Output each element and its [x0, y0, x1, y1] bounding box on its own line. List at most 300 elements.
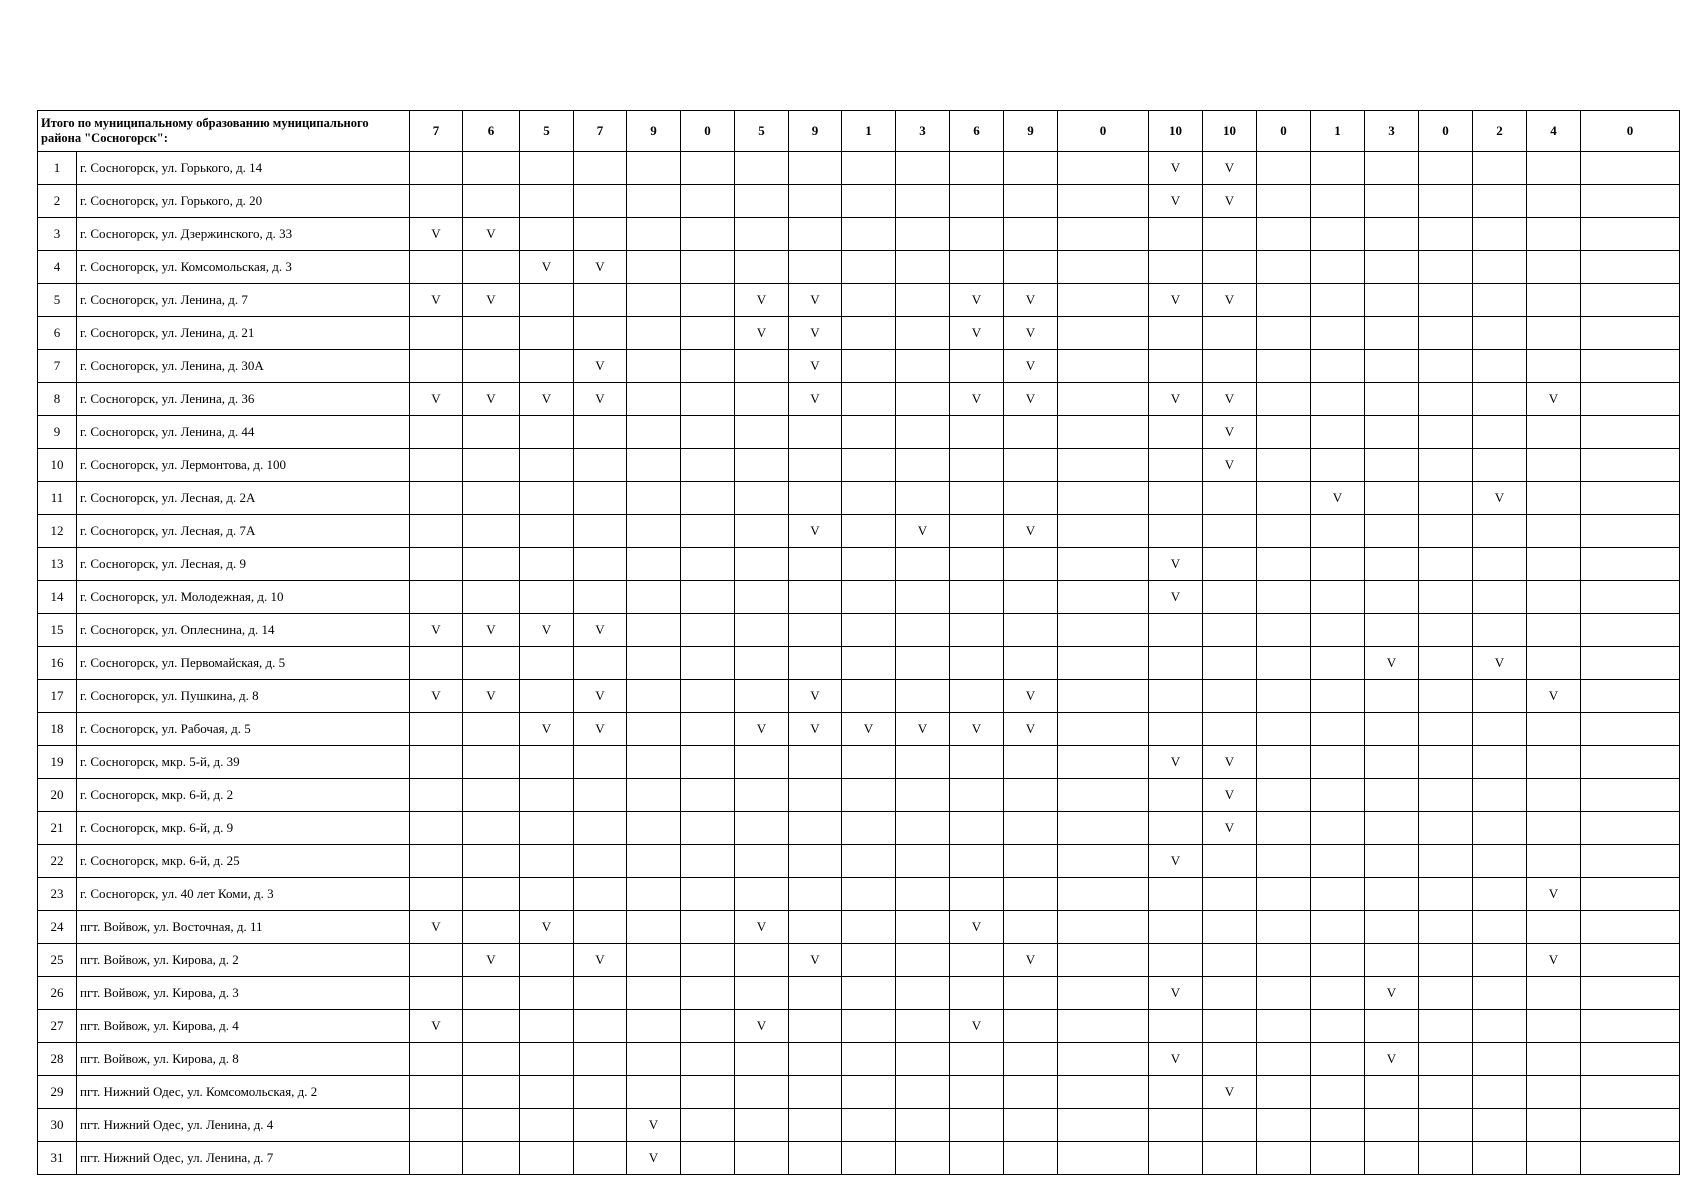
mark-cell — [1581, 251, 1680, 284]
mark-cell — [1527, 482, 1581, 515]
check-mark: V — [410, 284, 463, 317]
mark-cell — [896, 1076, 950, 1109]
mark-cell — [410, 746, 463, 779]
table-row — [38, 548, 1680, 581]
check-mark: V — [1203, 746, 1257, 779]
mark-cell — [1581, 185, 1680, 218]
mark-cell — [1365, 1142, 1419, 1175]
mark-cell — [1149, 482, 1203, 515]
mark-cell — [950, 152, 1004, 185]
mark-cell — [1149, 416, 1203, 449]
mark-cell — [1527, 977, 1581, 1010]
row-address: г. Сосногорск, ул. Первомайская, д. 5 — [77, 647, 410, 680]
mark-cell — [1203, 680, 1257, 713]
mark-cell — [1365, 284, 1419, 317]
mark-cell — [463, 251, 520, 284]
mark-cell — [1419, 812, 1473, 845]
mark-cell — [1004, 152, 1058, 185]
total-value-col-22: 0 — [1581, 111, 1680, 152]
total-value-col-10: 3 — [896, 111, 950, 152]
mark-cell — [735, 878, 789, 911]
mark-cell — [1419, 1076, 1473, 1109]
mark-cell — [842, 977, 896, 1010]
mark-cell — [1365, 746, 1419, 779]
mark-cell — [627, 1076, 681, 1109]
mark-cell — [627, 812, 681, 845]
mark-cell — [681, 1109, 735, 1142]
mark-cell — [681, 416, 735, 449]
check-mark: V — [1203, 383, 1257, 416]
mark-cell — [1365, 185, 1419, 218]
mark-cell — [520, 1109, 574, 1142]
mark-cell — [681, 449, 735, 482]
mark-cell — [789, 779, 842, 812]
mark-cell — [1473, 284, 1527, 317]
mark-cell — [1365, 317, 1419, 350]
check-mark: V — [410, 614, 463, 647]
mark-cell — [1311, 284, 1365, 317]
mark-cell — [842, 416, 896, 449]
mark-cell — [789, 251, 842, 284]
mark-cell — [1527, 350, 1581, 383]
mark-cell — [681, 350, 735, 383]
table-row — [38, 317, 1680, 350]
mark-cell — [1473, 911, 1527, 944]
mark-cell — [1527, 746, 1581, 779]
mark-cell — [950, 680, 1004, 713]
mark-cell — [1058, 1109, 1149, 1142]
mark-cell — [1365, 878, 1419, 911]
table-row — [38, 185, 1680, 218]
mark-cell — [1527, 1142, 1581, 1175]
check-mark: V — [789, 350, 842, 383]
check-mark: V — [574, 251, 627, 284]
table-row — [38, 1010, 1680, 1043]
total-value-col-8: 9 — [789, 111, 842, 152]
row-number: 10 — [38, 449, 77, 482]
row-address: г. Сосногорск, ул. Ленина, д. 44 — [77, 416, 410, 449]
mark-cell — [1058, 218, 1149, 251]
mark-cell — [463, 713, 520, 746]
mark-cell — [842, 1010, 896, 1043]
mark-cell — [1419, 581, 1473, 614]
total-value-col-14: 10 — [1149, 111, 1203, 152]
mark-cell — [842, 911, 896, 944]
row-address: г. Сосногорск, мкр. 6-й, д. 9 — [77, 812, 410, 845]
mark-cell — [1365, 1076, 1419, 1109]
mark-cell — [1149, 218, 1203, 251]
mark-cell — [1527, 185, 1581, 218]
mark-cell — [681, 779, 735, 812]
mark-cell — [1311, 317, 1365, 350]
mark-cell — [463, 779, 520, 812]
total-value-col-16: 0 — [1257, 111, 1311, 152]
mark-cell — [896, 317, 950, 350]
check-mark: V — [896, 713, 950, 746]
mark-cell — [520, 449, 574, 482]
mark-cell — [1473, 317, 1527, 350]
mark-cell — [735, 1076, 789, 1109]
mark-cell — [410, 581, 463, 614]
mark-cell — [1058, 614, 1149, 647]
mark-cell — [1419, 977, 1473, 1010]
check-mark: V — [1203, 152, 1257, 185]
mark-cell — [463, 878, 520, 911]
table-row — [38, 515, 1680, 548]
mark-cell — [735, 944, 789, 977]
mark-cell — [520, 548, 574, 581]
check-mark: V — [1365, 647, 1419, 680]
row-number: 7 — [38, 350, 77, 383]
mark-cell — [410, 482, 463, 515]
mark-cell — [574, 779, 627, 812]
mark-cell — [520, 152, 574, 185]
mark-cell — [520, 317, 574, 350]
mark-cell — [789, 548, 842, 581]
mark-cell — [950, 218, 1004, 251]
mark-cell — [842, 845, 896, 878]
mark-cell — [1419, 779, 1473, 812]
mark-cell — [1365, 218, 1419, 251]
mark-cell — [896, 614, 950, 647]
mark-cell — [520, 284, 574, 317]
mark-cell — [1257, 1043, 1311, 1076]
mark-cell — [950, 251, 1004, 284]
total-value-col-15: 10 — [1203, 111, 1257, 152]
mark-cell — [1419, 1109, 1473, 1142]
mark-cell — [1149, 350, 1203, 383]
mark-cell — [681, 1142, 735, 1175]
mark-cell — [1058, 251, 1149, 284]
mark-cell — [463, 449, 520, 482]
mark-cell — [1311, 812, 1365, 845]
mark-cell — [574, 812, 627, 845]
check-mark: V — [1149, 746, 1203, 779]
mark-cell — [1473, 548, 1527, 581]
mark-cell — [1058, 845, 1149, 878]
mark-cell — [789, 218, 842, 251]
total-value-col-21: 4 — [1527, 111, 1581, 152]
mark-cell — [1311, 746, 1365, 779]
mark-cell — [1149, 1010, 1203, 1043]
check-mark: V — [463, 218, 520, 251]
mark-cell — [1058, 548, 1149, 581]
mark-cell — [789, 977, 842, 1010]
mark-cell — [789, 746, 842, 779]
mark-cell — [1311, 515, 1365, 548]
check-mark: V — [574, 944, 627, 977]
table-row — [38, 713, 1680, 746]
mark-cell — [896, 878, 950, 911]
mark-cell — [627, 185, 681, 218]
row-address: г. Сосногорск, ул. Лермонтова, д. 100 — [77, 449, 410, 482]
mark-cell — [1311, 1142, 1365, 1175]
mark-cell — [627, 1043, 681, 1076]
mark-cell — [1311, 350, 1365, 383]
mark-cell — [842, 482, 896, 515]
mark-cell — [735, 614, 789, 647]
mark-cell — [1527, 581, 1581, 614]
mark-cell — [842, 548, 896, 581]
mark-cell — [627, 1010, 681, 1043]
mark-cell — [896, 845, 950, 878]
mark-cell — [463, 1109, 520, 1142]
mark-cell — [1419, 680, 1473, 713]
mark-cell — [896, 812, 950, 845]
mark-cell — [681, 1010, 735, 1043]
mark-cell — [1473, 1142, 1527, 1175]
mark-cell — [1419, 416, 1473, 449]
mark-cell — [627, 911, 681, 944]
row-number: 1 — [38, 152, 77, 185]
mark-cell — [1058, 515, 1149, 548]
mark-cell — [463, 977, 520, 1010]
mark-cell — [1257, 746, 1311, 779]
mark-cell — [1257, 548, 1311, 581]
mark-cell — [1365, 779, 1419, 812]
mark-cell — [1149, 251, 1203, 284]
mark-cell — [1257, 185, 1311, 218]
mark-cell — [1004, 812, 1058, 845]
mark-cell — [950, 614, 1004, 647]
mark-cell — [1058, 482, 1149, 515]
mark-cell — [627, 416, 681, 449]
mark-cell — [1581, 416, 1680, 449]
mark-cell — [520, 680, 574, 713]
mark-cell — [627, 251, 681, 284]
table-row — [38, 251, 1680, 284]
mark-cell — [627, 944, 681, 977]
mark-cell — [1527, 515, 1581, 548]
mark-cell — [1527, 614, 1581, 647]
table-row — [38, 845, 1680, 878]
check-mark: V — [1004, 383, 1058, 416]
mark-cell — [1058, 350, 1149, 383]
mark-cell — [1581, 449, 1680, 482]
mark-cell — [842, 1142, 896, 1175]
mark-cell — [1058, 977, 1149, 1010]
check-mark: V — [574, 680, 627, 713]
row-address: пгт. Войвож, ул. Кирова, д. 4 — [77, 1010, 410, 1043]
row-address: пгт. Войвож, ул. Кирова, д. 3 — [77, 977, 410, 1010]
row-number: 25 — [38, 944, 77, 977]
mark-cell — [1058, 878, 1149, 911]
mark-cell — [1311, 713, 1365, 746]
mark-cell — [1473, 1043, 1527, 1076]
row-number: 30 — [38, 1109, 77, 1142]
mark-cell — [627, 482, 681, 515]
mark-cell — [410, 1109, 463, 1142]
mark-cell — [463, 812, 520, 845]
mark-cell — [950, 581, 1004, 614]
mark-cell — [1311, 1043, 1365, 1076]
mark-cell — [1581, 911, 1680, 944]
mark-cell — [1419, 878, 1473, 911]
mark-cell — [1419, 284, 1473, 317]
mark-cell — [1365, 1010, 1419, 1043]
check-mark: V — [1004, 515, 1058, 548]
mark-cell — [463, 1076, 520, 1109]
total-value-col-12: 9 — [1004, 111, 1058, 152]
mark-cell — [1365, 581, 1419, 614]
mark-cell — [735, 218, 789, 251]
mark-cell — [950, 944, 1004, 977]
check-mark: V — [520, 713, 574, 746]
mark-cell — [1058, 284, 1149, 317]
mark-cell — [681, 1076, 735, 1109]
check-mark: V — [463, 284, 520, 317]
mark-cell — [1419, 647, 1473, 680]
mark-cell — [410, 1076, 463, 1109]
mark-cell — [1581, 1142, 1680, 1175]
mark-cell — [627, 680, 681, 713]
mark-cell — [681, 1043, 735, 1076]
mark-cell — [1004, 416, 1058, 449]
mark-cell — [681, 614, 735, 647]
mark-cell — [520, 845, 574, 878]
table-row — [38, 1043, 1680, 1076]
mark-cell — [627, 284, 681, 317]
mark-cell — [1581, 944, 1680, 977]
mark-cell — [1149, 812, 1203, 845]
mark-cell — [1527, 812, 1581, 845]
mark-cell — [1473, 1010, 1527, 1043]
mark-cell — [520, 1076, 574, 1109]
mark-cell — [950, 845, 1004, 878]
check-mark: V — [1203, 416, 1257, 449]
row-number: 28 — [38, 1043, 77, 1076]
mark-cell — [1058, 1076, 1149, 1109]
mark-cell — [1004, 1010, 1058, 1043]
mark-cell — [1365, 911, 1419, 944]
mark-cell — [1058, 449, 1149, 482]
mark-cell — [735, 515, 789, 548]
mark-cell — [1058, 812, 1149, 845]
check-mark: V — [735, 1010, 789, 1043]
check-mark: V — [950, 317, 1004, 350]
check-mark: V — [735, 911, 789, 944]
row-number: 23 — [38, 878, 77, 911]
mark-cell — [681, 284, 735, 317]
check-mark: V — [1203, 185, 1257, 218]
mark-cell — [1311, 647, 1365, 680]
mark-cell — [463, 647, 520, 680]
mark-cell — [1004, 581, 1058, 614]
total-value-col-4: 7 — [574, 111, 627, 152]
check-mark: V — [1527, 383, 1581, 416]
mark-cell — [950, 812, 1004, 845]
mark-cell — [950, 548, 1004, 581]
mark-cell — [1257, 944, 1311, 977]
mark-cell — [789, 449, 842, 482]
mark-cell — [574, 482, 627, 515]
check-mark: V — [1149, 845, 1203, 878]
table-row — [38, 746, 1680, 779]
mark-cell — [1203, 548, 1257, 581]
mark-cell — [842, 383, 896, 416]
mark-cell — [463, 845, 520, 878]
mark-cell — [574, 746, 627, 779]
mark-cell — [410, 944, 463, 977]
mark-cell — [896, 944, 950, 977]
mark-cell — [627, 713, 681, 746]
mark-cell — [1203, 911, 1257, 944]
mark-cell — [1419, 218, 1473, 251]
check-mark: V — [1527, 680, 1581, 713]
mark-cell — [1527, 713, 1581, 746]
mark-cell — [627, 152, 681, 185]
mark-cell — [574, 185, 627, 218]
mark-cell — [842, 647, 896, 680]
row-address: г. Сосногорск, ул. Комсомольская, д. 3 — [77, 251, 410, 284]
mark-cell — [1311, 779, 1365, 812]
mark-cell — [1149, 647, 1203, 680]
check-mark: V — [950, 1010, 1004, 1043]
mark-cell — [1527, 218, 1581, 251]
mark-cell — [1527, 152, 1581, 185]
mark-cell — [627, 614, 681, 647]
row-number: 5 — [38, 284, 77, 317]
mark-cell — [1257, 1142, 1311, 1175]
mark-cell — [1257, 317, 1311, 350]
mark-cell — [1311, 152, 1365, 185]
mark-cell — [735, 845, 789, 878]
mark-cell — [1203, 713, 1257, 746]
mark-cell — [627, 317, 681, 350]
mark-cell — [789, 1043, 842, 1076]
mark-cell — [681, 185, 735, 218]
mark-cell — [735, 383, 789, 416]
mark-cell — [1004, 482, 1058, 515]
mark-cell — [520, 746, 574, 779]
check-mark: V — [950, 713, 1004, 746]
mark-cell — [627, 383, 681, 416]
mark-cell — [896, 1142, 950, 1175]
check-mark: V — [1149, 284, 1203, 317]
row-number: 4 — [38, 251, 77, 284]
mark-cell — [463, 515, 520, 548]
mark-cell — [463, 350, 520, 383]
row-address: г. Сосногорск, ул. Рабочая, д. 5 — [77, 713, 410, 746]
mark-cell — [1419, 1010, 1473, 1043]
mark-cell — [1581, 383, 1680, 416]
mark-cell — [735, 482, 789, 515]
mark-cell — [681, 713, 735, 746]
check-mark: V — [950, 284, 1004, 317]
mark-cell — [1581, 482, 1680, 515]
mark-cell — [574, 449, 627, 482]
mark-cell — [627, 647, 681, 680]
mark-cell — [1257, 449, 1311, 482]
check-mark: V — [789, 383, 842, 416]
mark-cell — [1473, 1109, 1527, 1142]
mark-cell — [574, 548, 627, 581]
mark-cell — [1365, 350, 1419, 383]
mark-cell — [842, 449, 896, 482]
mark-cell — [463, 185, 520, 218]
mark-cell — [1581, 548, 1680, 581]
table-row — [38, 1076, 1680, 1109]
mark-cell — [681, 515, 735, 548]
row-address: г. Сосногорск, мкр. 5-й, д. 39 — [77, 746, 410, 779]
mark-cell — [1004, 449, 1058, 482]
total-value-col-18: 3 — [1365, 111, 1419, 152]
check-mark: V — [1473, 647, 1527, 680]
mark-cell — [410, 845, 463, 878]
mark-cell — [1473, 713, 1527, 746]
mark-cell — [735, 647, 789, 680]
mark-cell — [1004, 878, 1058, 911]
